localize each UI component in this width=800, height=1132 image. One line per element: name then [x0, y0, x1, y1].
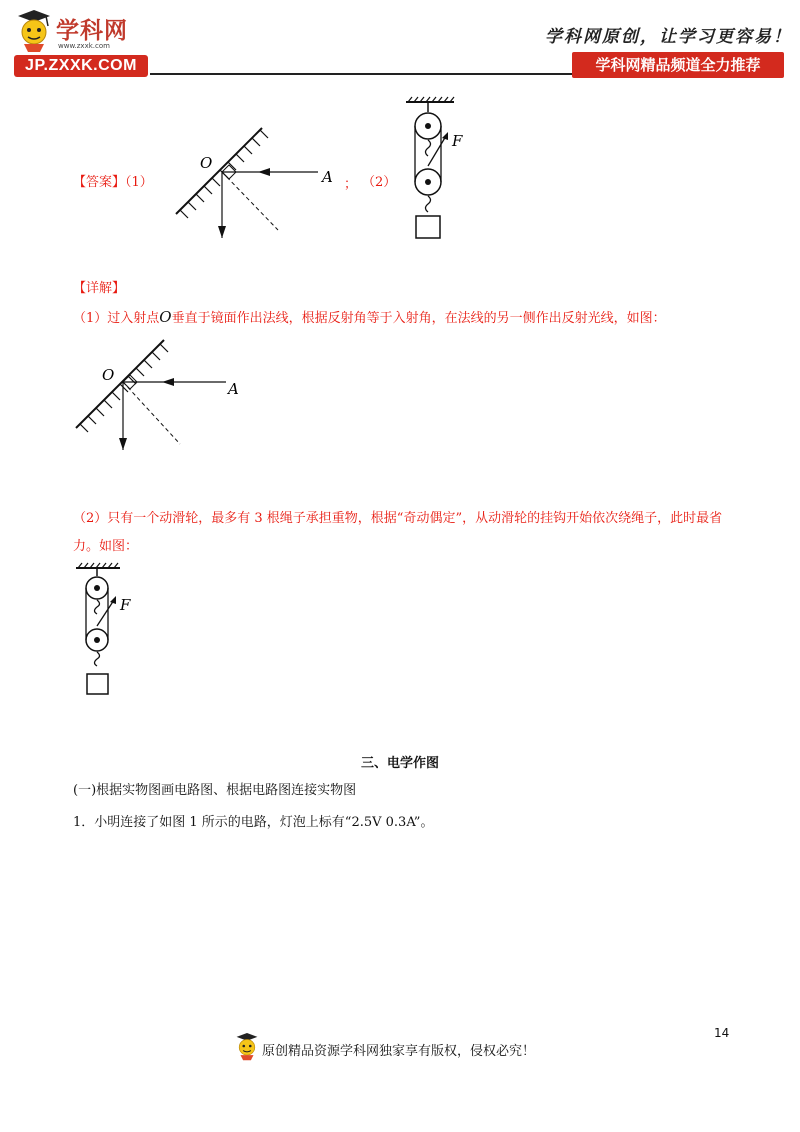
reflection-diagram-detail — [70, 330, 250, 455]
detail-label: 【详解】 — [73, 281, 126, 296]
header-divider — [150, 73, 572, 75]
footer-copyright: 原创精品资源学科网独家享有版权，侵权必究！ — [262, 1044, 536, 1059]
logo-text: 学科网 — [56, 18, 128, 44]
header-logo — [14, 8, 154, 53]
label-F: F — [452, 132, 463, 150]
label-O: O — [102, 366, 115, 384]
label-O: O — [200, 154, 213, 172]
header-slogan: 学科网原创，让学习更容易！ — [545, 27, 792, 47]
section-subtitle: (一)根据实物图画电路图、根据电路图连接实物图 — [73, 783, 357, 798]
answer-part2: （2） — [362, 175, 397, 190]
reflection-diagram-answer — [170, 118, 350, 248]
question-1: 1．小明连接了如图 1 所示的电路，灯泡上标有“2.5V 0.3A”。 — [73, 815, 434, 830]
detail-paragraph-2: （2）只有一个动滑轮，最多有 3 根绳子承担重物，根据“奇动偶定”，从动滑轮的挂钩开始依次绕绳子，此时最省力。如图： — [73, 511, 723, 554]
answer-label-row — [73, 174, 153, 192]
detail-paragraph-1: （1）过入射点O垂直于镜面作出法线，根据反射角等于入射角，在法线的另一侧作出反射光线，如图： — [73, 308, 666, 326]
label-A: A — [322, 168, 333, 186]
answer-part1: （1） — [125, 175, 153, 190]
footer-mascot-icon — [234, 1030, 260, 1062]
label-F: F — [120, 596, 131, 614]
pulley-diagram-detail — [70, 562, 150, 702]
site-banner[interactable]: JP.ZXXK.COM — [14, 55, 148, 77]
channel-banner: 学科网精品频道全力推荐 — [572, 52, 784, 78]
answer-separator: ； — [344, 177, 358, 192]
pulley-diagram-answer — [398, 96, 478, 246]
answer-label: 【答案】 — [73, 175, 126, 190]
logo-url: www.zxxk.com — [58, 42, 110, 50]
section-title: 三、电学作图 — [360, 756, 439, 771]
mascot-icon — [14, 8, 54, 52]
page-number: 14 — [714, 1026, 730, 1040]
label-A: A — [228, 380, 239, 398]
detail-point-O: O — [159, 308, 172, 326]
